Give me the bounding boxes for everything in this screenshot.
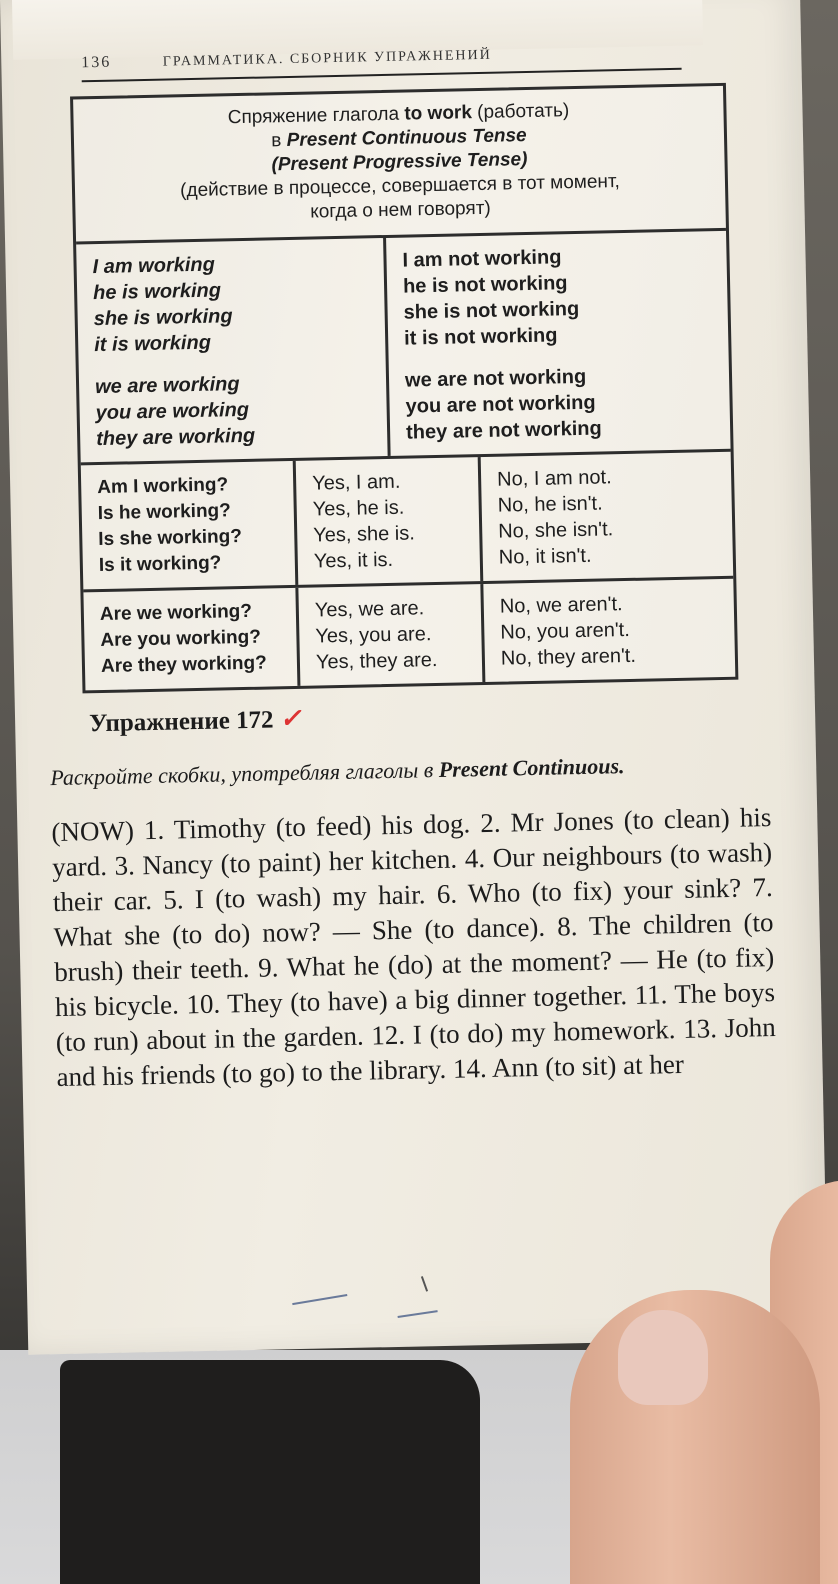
short-answer-yes: Yes, I am. [311, 470, 401, 495]
exercise-instruction [50, 746, 771, 795]
negative-form: it is not working [403, 324, 558, 350]
questions-column [83, 588, 300, 690]
negative-form: you are not working [405, 391, 596, 418]
short-answer-yes: Yes, you are. [315, 623, 432, 648]
exercise-block [49, 694, 777, 1095]
question: Am I working? [97, 474, 229, 499]
heading-line-3: (Present Progressive Tense) [271, 148, 528, 176]
negative-form: he is not working [402, 272, 568, 298]
short-answer-no: No, they aren't. [500, 644, 637, 670]
running-head-title: ГРАММАТИКА. СБОРНИК УПРАЖНЕНИЙ [162, 47, 492, 70]
short-answer-yes: Yes, they are. [315, 648, 438, 674]
question: Are we working? [99, 600, 253, 626]
affirmative-form: you are working [95, 398, 250, 425]
question: Is it working? [98, 552, 222, 577]
negative-form: I am not working [402, 246, 562, 272]
instruction-en: Present Continuous. [438, 753, 625, 782]
short-answer-no: No, you aren't. [500, 618, 631, 644]
questions-plural-row [83, 579, 735, 691]
questions-singular-row [81, 452, 734, 593]
short-answer-yes: Yes, he is. [312, 496, 405, 521]
heading-line-4: (действие в процессе, совершается в тот момент, [179, 171, 621, 202]
exercise-number: Упражнение 172 [88, 706, 274, 738]
page-number: 136 [81, 53, 112, 72]
exercise-title [89, 694, 769, 738]
affirmative-form: we are working [94, 373, 240, 399]
question: Are they working? [100, 652, 267, 678]
short-answer-yes: Yes, we are. [314, 597, 425, 622]
short-answer-no: No, it isn't. [498, 544, 592, 569]
question: Is he working? [97, 500, 231, 525]
short-answer-no: No, we aren't. [499, 593, 623, 618]
short-no-column [481, 452, 734, 581]
negative-form: they are not working [405, 417, 602, 444]
short-answer-yes: Yes, it is. [313, 548, 394, 573]
affirmative-form: it is working [94, 331, 212, 357]
short-answer-yes: Yes, she is. [313, 522, 416, 547]
question: Is she working? [98, 526, 243, 551]
table-heading [73, 86, 726, 245]
affirmative-form: she is working [93, 305, 233, 331]
heading-prefix: Спряжение глагола [227, 103, 400, 129]
forms-row [76, 231, 730, 466]
fingernail [618, 1310, 708, 1405]
conjugation-table [70, 83, 738, 694]
heading-line-5: когда о нем говорят) [310, 197, 491, 223]
negative-column [386, 231, 730, 456]
negative-form: she is not working [403, 297, 580, 324]
questions-column [81, 461, 299, 589]
exercise-sentences: (NOW) 1. Timothy (to feed) his dog. 2. Mr Jones (to clean) his yard. 3. Nancy (to paint) her kitchen. 4. Our neighbours (to wash) their car. 5. I (to wash) my hair. 6. Who (to fix) your sink? 7. What she (to do) now? — She (to dance). 8. The children (to brush) their teeth. 9. What he (do) at the moment? — He (to fix) his bicycle. 10. They (to have) a big dinner together. 11. The boys (to run) about in the garden. 12. I (to do) my homework. 13. John and his friends (to go) to the library. 14. Ann (to sit) at her [51, 802, 776, 1093]
dark-fabric [60, 1360, 480, 1584]
heading-tense: Present Continuous Tense [286, 125, 527, 152]
heading-verb: to work [404, 102, 473, 125]
short-yes-column [296, 457, 484, 585]
check-mark-icon: ✓ [279, 703, 302, 734]
short-answer-no: No, she isn't. [498, 518, 614, 543]
affirmative-column [76, 238, 390, 462]
short-answer-no: No, I am not. [496, 466, 612, 491]
affirmative-form: he is working [92, 279, 222, 305]
instruction-ru: Раскройте скобки, употребляя глаголы в [50, 757, 434, 791]
short-answer-no: No, he isn't. [497, 492, 603, 517]
question: Are you working? [100, 626, 262, 652]
affirmative-form: I am working [92, 253, 216, 279]
short-yes-column [298, 584, 485, 686]
short-no-column [483, 579, 735, 682]
pencil-marks [287, 1271, 448, 1334]
negative-form: we are not working [404, 365, 587, 392]
heading-line2-prefix: в [271, 130, 282, 152]
affirmative-form: they are working [95, 424, 256, 451]
heading-suffix: (работать) [476, 100, 570, 124]
